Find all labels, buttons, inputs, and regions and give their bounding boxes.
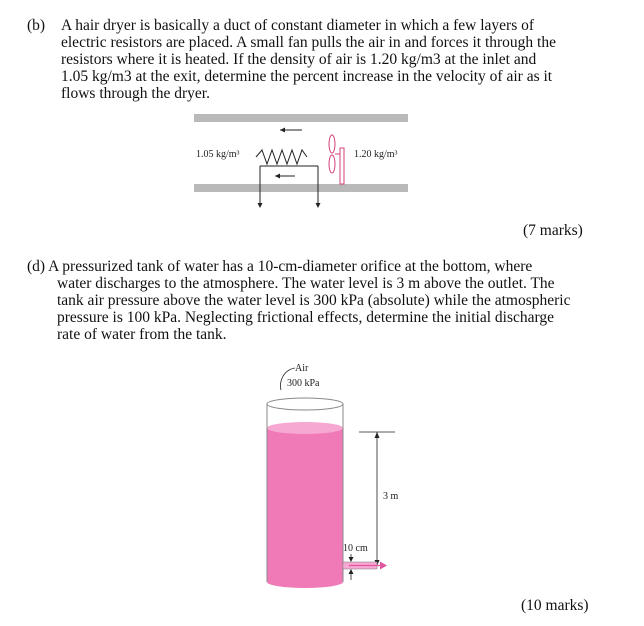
- flow-arrow-top: [280, 128, 302, 133]
- exit-density-label: 1.05 kg/m³: [196, 149, 240, 160]
- orifice-label: 10 cm: [343, 543, 368, 554]
- question-d-line-5: rate of water from the tank.: [57, 326, 227, 343]
- inlet-density-label: 1.20 kg/m³: [354, 149, 398, 160]
- question-d-marks: (10 marks): [521, 597, 589, 614]
- question-b-line-4: 1.05 kg/m3 at the exit, determine the percent increase in the velocity of air as it: [61, 68, 553, 85]
- pressurized-tank-figure: [255, 360, 405, 600]
- question-b-line-3: resistors where it is heated. If the density of air is 1.20 kg/m3 at the inlet and: [61, 51, 537, 68]
- tank-water: [267, 428, 343, 582]
- air-pressure-callout: [281, 363, 321, 390]
- tank-top-rim: [267, 398, 343, 410]
- question-b-line-2: electric resistors are placed. A small fan pulls the air in and forces it through the: [61, 34, 556, 51]
- question-b-text: [61, 17, 591, 102]
- hair-dryer-figure: [180, 108, 420, 218]
- air-pressure-label: 300 kPa: [287, 378, 320, 389]
- resistor-coil-icon: [256, 150, 307, 164]
- question-d-line-3: tank air pressure above the water level is 300 kPa (absolute) while the atmospheric: [57, 292, 571, 309]
- air-label: Air: [295, 363, 309, 374]
- question-d-line-4: pressure is 100 kPa. Neglecting frictional effects, determine the initial discharge: [57, 309, 554, 326]
- orifice-dimension: [343, 543, 368, 580]
- fan-icon: [329, 135, 344, 184]
- duct-top-wall: [194, 114, 408, 122]
- question-b-label: (b): [27, 17, 46, 34]
- tank-bottom: [267, 576, 343, 588]
- water-surface: [267, 422, 343, 434]
- duct-bottom-wall: [194, 184, 408, 192]
- question-d-text: [27, 258, 591, 343]
- question-b-line-1: A hair dryer is basically a duct of constant diameter in which a few layers of: [61, 17, 535, 34]
- question-d-line-2: water discharges to the atmosphere. The water level is 3 m above the outlet. The: [57, 275, 555, 292]
- question-b-line-5: flows through the dryer.: [61, 85, 210, 102]
- question-b-marks: (7 marks): [523, 222, 583, 239]
- height-label: 3 m: [383, 491, 399, 502]
- question-d-line-1: (d) A pressurized tank of water has a 10-cm-diameter orifice at the bottom, where: [27, 258, 533, 275]
- orifice-outlet: [343, 562, 387, 570]
